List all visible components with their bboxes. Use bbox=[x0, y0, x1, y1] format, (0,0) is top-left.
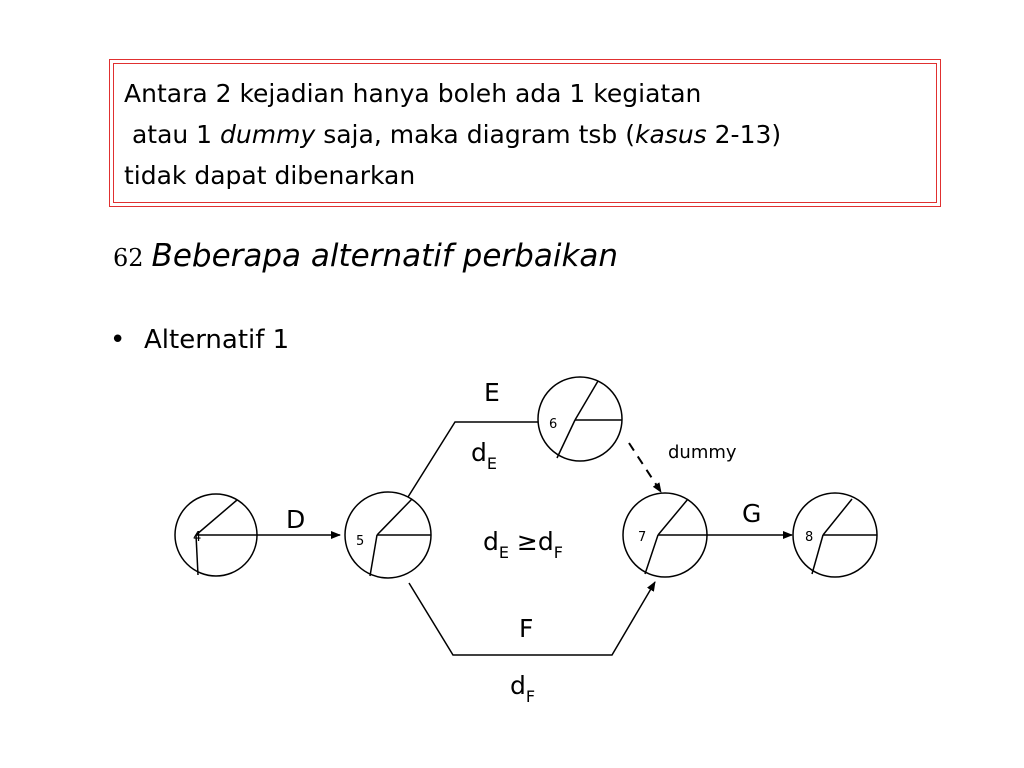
activity-d-label: D bbox=[286, 505, 306, 534]
node-7-label: 7 bbox=[638, 530, 647, 545]
bullet-symbol: • bbox=[110, 325, 126, 355]
event-node-4 bbox=[175, 494, 257, 576]
dummy-arrow bbox=[629, 443, 661, 492]
node-6-label: 6 bbox=[549, 417, 558, 432]
slide-number: 62 bbox=[113, 244, 144, 272]
note-line-1: Antara 2 kejadian hanya boleh ada 1 kegiatan bbox=[124, 79, 702, 108]
note-line-3: tidak dapat dibenarkan bbox=[124, 161, 416, 190]
node-5-label: 5 bbox=[356, 534, 365, 549]
node-4-label: 4 bbox=[193, 530, 202, 545]
activity-g-label: G bbox=[742, 499, 762, 528]
activity-e-label: E bbox=[484, 378, 500, 407]
event-node-6 bbox=[538, 377, 622, 461]
activity-f-label: F bbox=[519, 614, 534, 643]
node-8-label: 8 bbox=[805, 530, 814, 545]
duration-e-label: $d_E$ bbox=[471, 438, 497, 473]
event-node-5 bbox=[345, 492, 431, 578]
event-node-8 bbox=[793, 493, 877, 577]
slide-title-text: Beberapa alternatif perbaikan bbox=[151, 238, 619, 274]
bullet-text: Alternatif 1 bbox=[144, 325, 290, 355]
dummy-label: dummy bbox=[668, 442, 737, 463]
duration-condition: $d_E \ge d_F$ bbox=[483, 527, 563, 562]
note-line-2: atau 1 dummy saja, maka diagram tsb (kasus 2-13) bbox=[131, 120, 782, 149]
duration-f-label: $d_F$ bbox=[510, 671, 536, 706]
event-node-7 bbox=[623, 493, 707, 577]
